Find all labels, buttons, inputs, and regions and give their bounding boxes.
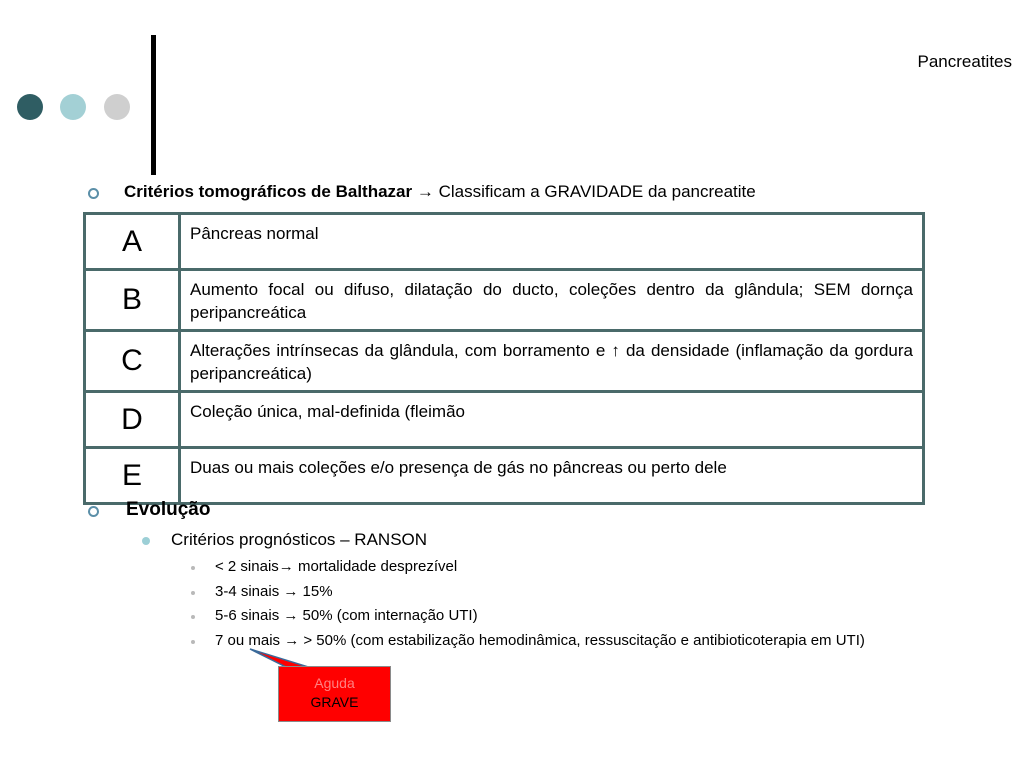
callout-line1: Aguda: [314, 675, 355, 691]
table-row: [85, 214, 924, 270]
bullet-dot-icon: [142, 537, 150, 545]
grade-letter: B: [85, 270, 180, 331]
bullet-small-icon: [191, 591, 195, 595]
decorative-dot-teal: [60, 94, 86, 120]
bullet-small-icon: [191, 640, 195, 644]
table-row: [85, 270, 924, 331]
balthazar-criteria-table: [83, 212, 925, 505]
list-item: < 2 sinais→ mortalidade desprezível: [215, 558, 458, 575]
grade-letter: A: [85, 214, 180, 270]
list-item: 3-4 sinais → 15%: [215, 583, 333, 600]
evolution-heading: Evolução: [126, 499, 211, 520]
severity-callout: [278, 666, 391, 722]
decorative-dot-gray: [104, 94, 130, 120]
bullet-small-icon: [191, 566, 195, 570]
balthazar-heading: [124, 182, 756, 202]
list-item: 7 ou mais → > 50% (com estabilização hemodinâmica, ressuscitação e antibioticoterapia em UTI): [215, 632, 865, 649]
slide-title: Pancreatites: [917, 52, 1012, 71]
grade-description: Coleção única, mal-definida (fleimão: [180, 392, 924, 448]
grade-description: Aumento focal ou difuso, dilatação do ducto, coleções dentro da glândula; SEM dornça peripancreática: [180, 270, 924, 331]
balthazar-rest-text: Classificam a GRAVIDADE da pancreatite: [433, 182, 756, 201]
bullet-small-icon: [191, 615, 195, 619]
grade-letter: E: [85, 448, 180, 504]
bullet-circle-icon: [88, 188, 99, 199]
table-row: [85, 392, 924, 448]
balthazar-bold-text: Critérios tomográficos de Balthazar: [124, 182, 413, 201]
arrow-right-icon: →: [416, 182, 434, 201]
list-item: 5-6 sinais → 50% (com internação UTI): [215, 607, 478, 624]
grade-letter: D: [85, 392, 180, 448]
decorative-dot-dark: [17, 94, 43, 120]
table-row: [85, 448, 924, 504]
table-row: [85, 331, 924, 392]
grade-description: Duas ou mais coleções e/o presença de gás no pâncreas ou perto dele: [180, 448, 924, 504]
ranson-subheading: Critérios prognósticos – RANSON: [171, 530, 428, 549]
grade-letter: C: [85, 331, 180, 392]
decorative-vertical-line: [151, 35, 156, 175]
bullet-circle-icon: [88, 506, 99, 517]
grade-description: Pâncreas normal: [180, 214, 924, 270]
grade-description: Alterações intrínsecas da glândula, com borramento e ↑ da densidade (inflamação da gordura peripancreática): [180, 331, 924, 392]
callout-line2: GRAVE: [310, 694, 359, 710]
